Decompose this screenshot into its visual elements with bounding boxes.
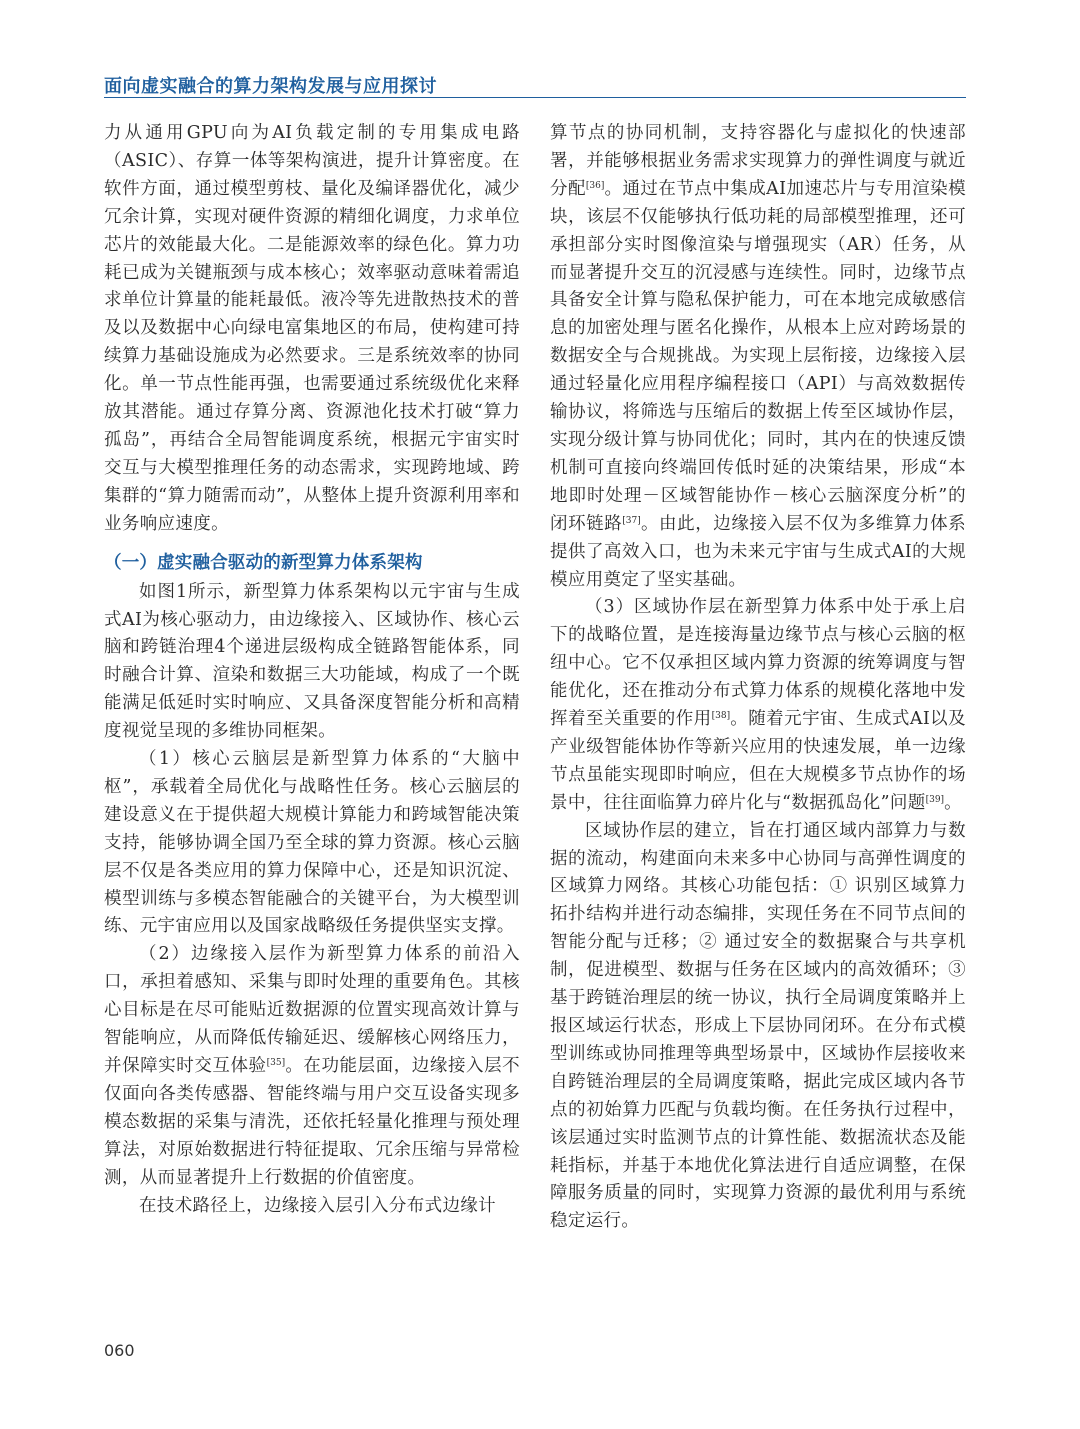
paragraph: （1）核心云脑层是新型算力体系的“大脑中枢”，承载着全局优化与战略性任务。核心云脑层的建设意义在于提供超大规模计算能力和跨域智能决策支持，能够协调全国乃至全球的算力资源。核心云脑层不仅是各类应用的算力保障中心，还是知识沉淀、模型训练与多模态智能融合的关键平台，为大模型训练、元宇宙应用以及国家战略级任务提供坚实支撑。 xyxy=(104,749,520,937)
paragraph: 在技术路径上，边缘接入层引入分布式边缘计 xyxy=(139,1195,496,1216)
paragraph xyxy=(550,594,966,817)
citation-ref: [36] xyxy=(585,180,605,191)
paragraph: 力从通用GPU向为AI负载定制的专用集成电路（ASIC）、存算一体等架构演进，提升计算密度。在软件方面，通过模型剪枝、量化及编译器优化，减少冗余计算，实现对硬件资源的精细化调度，力求单位芯片的效能最大化。二是能源效率的绿色化。算力功耗已成为关键瓶颈与成本核心；效率驱动意味着需追求单位计算量的能耗最低。液冷等先进散热技术的普及以及数据中心向绿电富集地区的布局，使构建可持续算力基础设施成为必然要求。三是系统效率的协同化。单一节点性能再强，也需要通过系统级优化来释放其潜能。通过存算分离、资源池化技术打破“算力孤岛”，再结合全局智能调度系统，根据元宇宙实时交互与大模型推理任务的动态需求，实现跨地域、跨集群的“算力随需而动”，从整体上提升资源利用率和业务响应速度。 xyxy=(104,123,520,534)
paragraph-text: 。由此，边缘接入层不仅为多维算力体系提供了高效入口，也为未来元宇宙与生成式AI的大规模应用奠定了坚实基础。 xyxy=(550,513,966,590)
paragraph-text: 。通过在节点中集成AI加速芯片与专用渲染模块，该层不仅能够执行低功耗的局部模型推理，还可承担部分实时图像渲染与增强现实（AR）任务，从而显著提升交互的沉浸感与连续性。同时，边缘节点具备安全计算与隐私保护能力，可在本地完成敏感信息的加密处理与匿名化操作，从根本上应对跨场景的数据安全与合规挑战。为实现上层衔接，边缘接入层通过轻量化应用程序编程接口（API）与高效数据传输协议，将筛选与压缩后的数据上传至区域协作层，实现分级计算与协同优化；同时，其内在的快速反馈机制可直接向终端回传低时延的决策结果，形成“本地即时处理－区域智能协作－核心云脑深度分析”的闭环链路 xyxy=(550,178,966,534)
right-column xyxy=(550,120,966,1236)
paragraph: 区域协作层的建立，旨在打通区域内部算力与数据的流动，构建面向未来多中心协同与高弹性调度的区域算力网络。其核心功能包括：① 识别区域算力拓扑结构并进行动态编排，实现任务在不同节点间的智能分配与迁移；② 通过安全的数据聚合与共享机制，促进模型、数据与任务在区域内的高效循环；③ 基于跨链治理层的统一协议，执行全局调度策略并上报区域运行状态，形成上下层协同闭环。在分布式模型训练或协同推理等典型场景中，区域协作层接收来自跨链治理层的全局调度策略，据此完成区域内各节点的初始算力匹配与负载均衡。在任务执行过程中，该层通过实时监测节点的计算性能、数据流状态及能耗指标，并基于本地优化算法进行自适应调整，在保障服务质量的同时，实现算力资源的最优利用与系统稳定运行。 xyxy=(550,820,966,1232)
page-number: 060 xyxy=(104,1341,135,1360)
citation-ref: [35] xyxy=(266,1058,286,1068)
paragraph-text: （3）区域协作层在新型算力体系中处于承上启下的战略位置，是连接海量边缘节点与核心云脑的枢纽中心。它不仅承担区域内算力资源的统筹调度与智能优化，还在推动分布式算力体系的规模化落地中发挥着至关重要的作用 xyxy=(550,597,966,730)
paragraph-text: 。 xyxy=(944,792,962,813)
citation-ref: [37] xyxy=(622,515,641,526)
paragraph-text: 。随着元宇宙、生成式AI以及产业级智能体协作等新兴应用的快速发展，单一边缘节点虽能实现即时响应，但在大规模多节点协作的场景中，往往面临算力碎片化与“数据孤岛化”问题 xyxy=(550,709,966,813)
citation-ref: [38] xyxy=(711,711,731,722)
left-column xyxy=(104,120,520,1220)
running-title: 面向虚实融合的算力架构发展与应用探讨 xyxy=(104,76,437,97)
paragraph xyxy=(104,941,520,1192)
paragraph-text: 。在功能层面，边缘接入层不仅面向各类传感器、智能终端与用户交互设备实现多模态数据的采集与清洗，还依托轻量化推理与预处理算法，对原始数据进行特征提取、冗余压缩与异常检测，从而显著提升上行数据的价值密度。 xyxy=(104,1056,520,1188)
section-heading: （一）虚实融合驱动的新型算力体系架构 xyxy=(104,552,423,573)
paragraph-text: （2）边缘接入层作为新型算力体系的前沿入口，承担着感知、采集与即时处理的重要角色。其核心目标是在尽可能贴近数据源的位置实现高效计算与智能响应，从而降低传输延迟、缓解核心网络压力，并保障实时交互体验 xyxy=(104,944,520,1076)
paragraph-text: 算节点的协同机制，支持容器化与虚拟化的快速部署，并能够根据业务需求实现算力的弹性调度与就近分配 xyxy=(550,123,966,199)
citation-ref: [39] xyxy=(925,794,945,805)
header-rule xyxy=(104,97,966,98)
paragraph xyxy=(550,120,966,594)
paragraph: 如图1所示，新型算力体系架构以元宇宙与生成式AI为核心驱动力，由边缘接入、区域协作、核心云脑和跨链治理4个递进层级构成全链路智能体系，同时融合计算、渲染和数据三大功能域，构成了一个既能满足低延时实时响应、又具备深度智能分析和高精度视觉呈现的多维协同框架。 xyxy=(104,581,520,742)
